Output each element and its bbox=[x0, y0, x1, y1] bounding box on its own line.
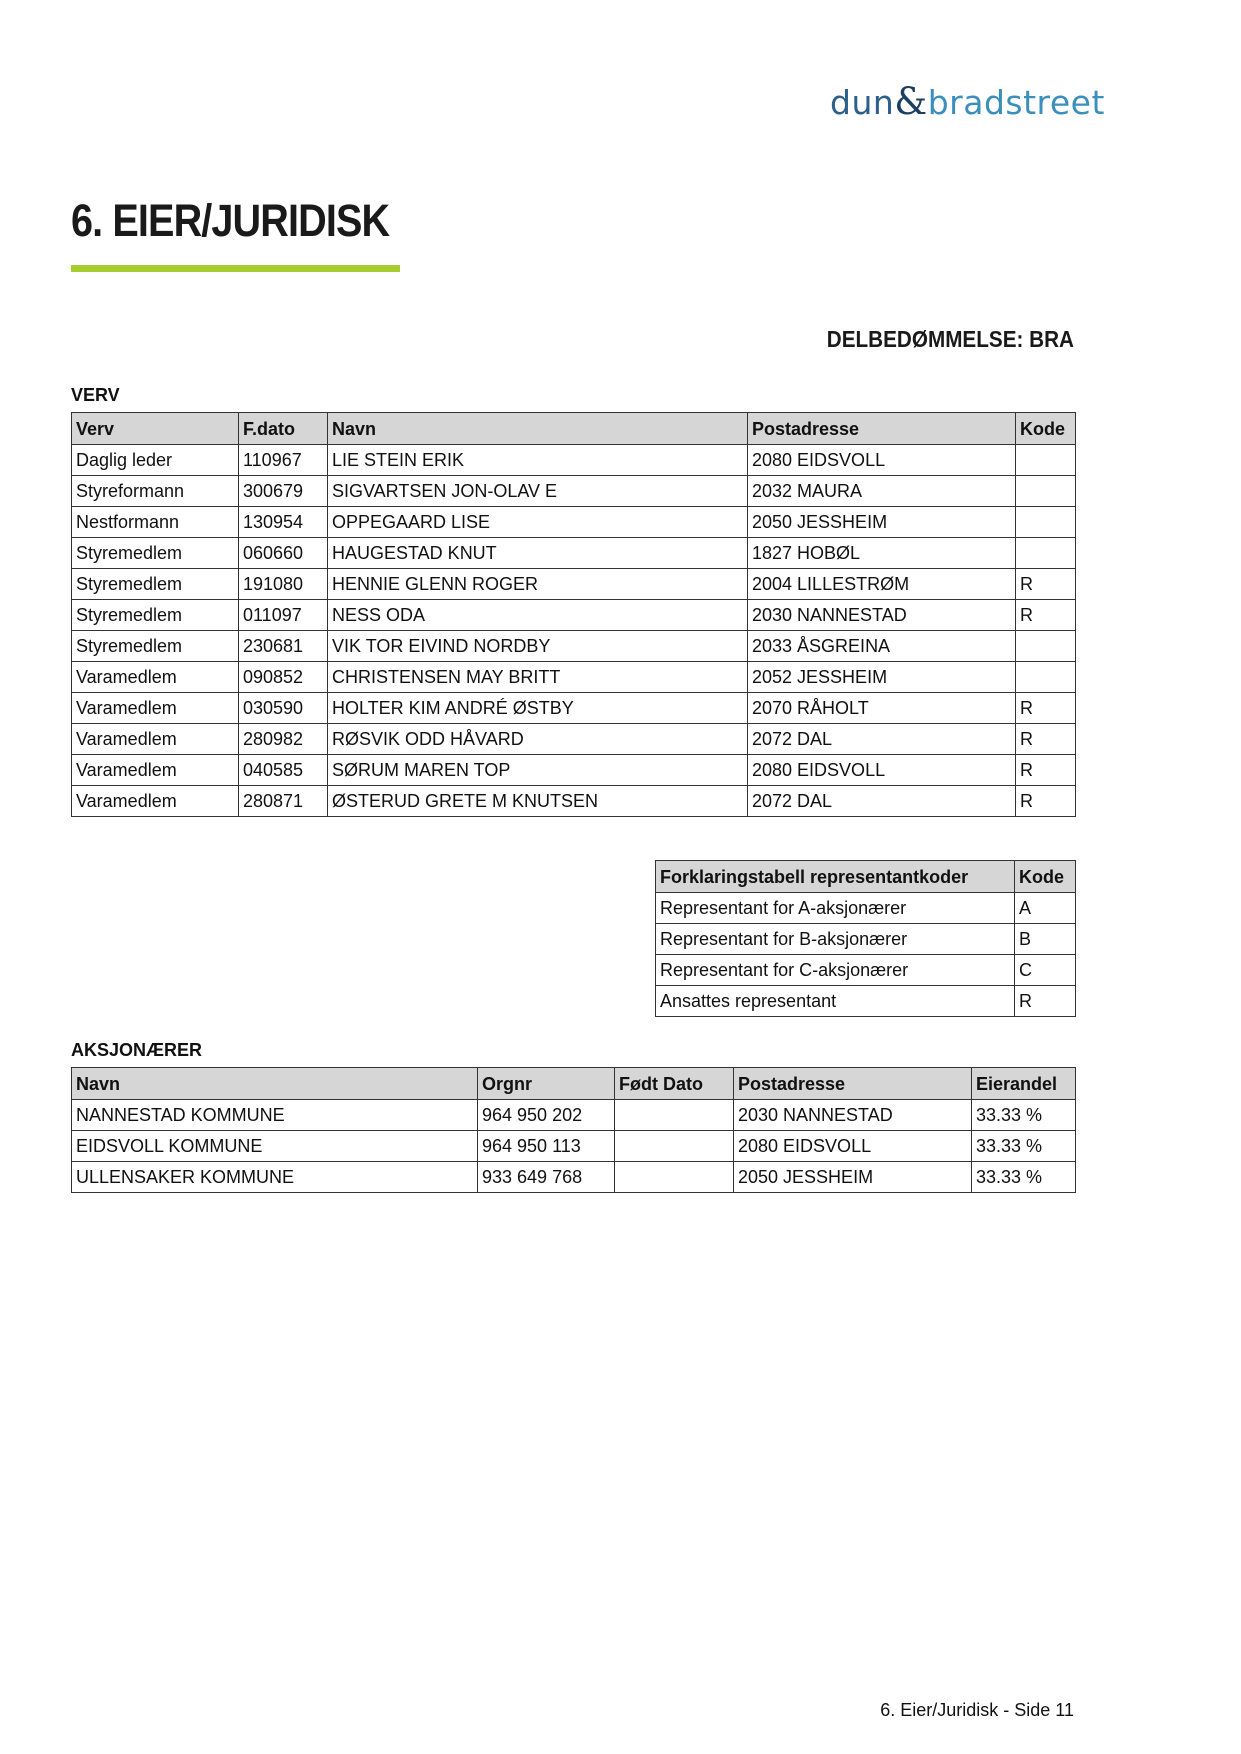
table-cell: 933 649 768 bbox=[478, 1162, 615, 1193]
table-cell bbox=[1016, 662, 1076, 693]
table-row bbox=[72, 538, 1076, 569]
table-cell: 040585 bbox=[239, 755, 328, 786]
verv-heading: VERV bbox=[71, 385, 120, 405]
table-row bbox=[72, 1100, 1076, 1131]
table-cell: R bbox=[1015, 986, 1076, 1017]
title-underline bbox=[71, 265, 400, 272]
table-row bbox=[656, 955, 1076, 986]
table-row bbox=[656, 986, 1076, 1017]
table-cell: Varamedlem bbox=[72, 662, 239, 693]
column-header: Navn bbox=[72, 1068, 478, 1100]
table-cell: EIDSVOLL KOMMUNE bbox=[72, 1131, 478, 1162]
table-row bbox=[72, 693, 1076, 724]
column-header: Eierandel bbox=[972, 1068, 1076, 1100]
table-cell bbox=[615, 1131, 734, 1162]
table-row bbox=[72, 507, 1076, 538]
table-row bbox=[656, 893, 1076, 924]
table-row bbox=[72, 1131, 1076, 1162]
table-cell: R bbox=[1016, 569, 1076, 600]
column-header: Kode bbox=[1015, 861, 1076, 893]
table-cell: Varamedlem bbox=[72, 724, 239, 755]
table-cell: Varamedlem bbox=[72, 755, 239, 786]
table-cell: 2004 LILLESTRØM bbox=[748, 569, 1016, 600]
table-cell: 011097 bbox=[239, 600, 328, 631]
table-cell: 2072 DAL bbox=[748, 786, 1016, 817]
partial-rating: DELBEDØMMELSE: BRA bbox=[826, 326, 1074, 352]
table-cell: Styremedlem bbox=[72, 569, 239, 600]
table-cell: R bbox=[1016, 600, 1076, 631]
table-row bbox=[72, 662, 1076, 693]
table-header-row bbox=[72, 1068, 1076, 1100]
table-cell bbox=[1016, 538, 1076, 569]
table-cell: ULLENSAKER KOMMUNE bbox=[72, 1162, 478, 1193]
logo-text-bradstreet: bradstreet bbox=[927, 83, 1105, 122]
table-cell: 280982 bbox=[239, 724, 328, 755]
table-cell: NANNESTAD KOMMUNE bbox=[72, 1100, 478, 1131]
table-row bbox=[72, 1162, 1076, 1193]
table-cell: R bbox=[1016, 724, 1076, 755]
table-cell bbox=[1016, 445, 1076, 476]
table-cell: 230681 bbox=[239, 631, 328, 662]
table-cell: LIE STEIN ERIK bbox=[328, 445, 748, 476]
table-cell bbox=[615, 1162, 734, 1193]
table-cell: Styremedlem bbox=[72, 631, 239, 662]
table-row bbox=[72, 445, 1076, 476]
table-cell: HAUGESTAD KNUT bbox=[328, 538, 748, 569]
representative-codes-table bbox=[655, 860, 1076, 1017]
table-row bbox=[72, 786, 1076, 817]
table-cell bbox=[1016, 476, 1076, 507]
table-cell: CHRISTENSEN MAY BRITT bbox=[328, 662, 748, 693]
column-header: Kode bbox=[1016, 413, 1076, 445]
table-cell: VIK TOR EIVIND NORDBY bbox=[328, 631, 748, 662]
column-header: Postadresse bbox=[748, 413, 1016, 445]
table-row bbox=[72, 569, 1076, 600]
table-cell: Ansattes representant bbox=[656, 986, 1015, 1017]
page-footer: 6. Eier/Juridisk - Side 11 bbox=[880, 1700, 1074, 1720]
dun-bradstreet-logo bbox=[830, 80, 1105, 123]
table-row bbox=[72, 631, 1076, 662]
table-cell: SØRUM MAREN TOP bbox=[328, 755, 748, 786]
table-cell: ØSTERUD GRETE M KNUTSEN bbox=[328, 786, 748, 817]
column-header: Forklaringstabell representantkoder bbox=[656, 861, 1015, 893]
table-cell: 2080 EIDSVOLL bbox=[748, 445, 1016, 476]
table-row bbox=[72, 724, 1076, 755]
table-cell: 33.33 % bbox=[972, 1131, 1076, 1162]
table-cell bbox=[1016, 631, 1076, 662]
table-header-row bbox=[656, 861, 1076, 893]
table-cell: SIGVARTSEN JON-OLAV E bbox=[328, 476, 748, 507]
table-cell: 130954 bbox=[239, 507, 328, 538]
table-cell: 2052 JESSHEIM bbox=[748, 662, 1016, 693]
shareholders-heading: AKSJONÆRER bbox=[71, 1040, 203, 1060]
verv-table bbox=[71, 412, 1076, 817]
table-cell: R bbox=[1016, 786, 1076, 817]
table-cell: 280871 bbox=[239, 786, 328, 817]
table-cell: 2030 NANNESTAD bbox=[734, 1100, 972, 1131]
table-cell: 2030 NANNESTAD bbox=[748, 600, 1016, 631]
table-cell: C bbox=[1015, 955, 1076, 986]
table-cell bbox=[615, 1100, 734, 1131]
table-cell: Varamedlem bbox=[72, 786, 239, 817]
table-cell: 030590 bbox=[239, 693, 328, 724]
logo-ampersand: & bbox=[894, 80, 928, 123]
table-cell: 33.33 % bbox=[972, 1162, 1076, 1193]
table-cell: NESS ODA bbox=[328, 600, 748, 631]
table-cell: OPPEGAARD LISE bbox=[328, 507, 748, 538]
table-cell: 2032 MAURA bbox=[748, 476, 1016, 507]
table-cell: 964 950 113 bbox=[478, 1131, 615, 1162]
table-cell: Styreformann bbox=[72, 476, 239, 507]
table-cell: R bbox=[1016, 693, 1076, 724]
column-header: F.dato bbox=[239, 413, 328, 445]
table-cell: Representant for B-aksjonærer bbox=[656, 924, 1015, 955]
column-header: Postadresse bbox=[734, 1068, 972, 1100]
table-cell: Nestformann bbox=[72, 507, 239, 538]
table-cell: 2080 EIDSVOLL bbox=[734, 1131, 972, 1162]
section-title: 6. EIER/JURIDISK bbox=[71, 195, 390, 246]
table-cell: Daglig leder bbox=[72, 445, 239, 476]
table-cell: 060660 bbox=[239, 538, 328, 569]
table-cell: Styremedlem bbox=[72, 538, 239, 569]
table-cell: R bbox=[1016, 755, 1076, 786]
table-cell: 2072 DAL bbox=[748, 724, 1016, 755]
table-cell: 2080 EIDSVOLL bbox=[748, 755, 1016, 786]
table-cell: Varamedlem bbox=[72, 693, 239, 724]
table-cell bbox=[1016, 507, 1076, 538]
table-cell: B bbox=[1015, 924, 1076, 955]
table-cell: 191080 bbox=[239, 569, 328, 600]
table-cell: HOLTER KIM ANDRÉ ØSTBY bbox=[328, 693, 748, 724]
table-header-row bbox=[72, 413, 1076, 445]
column-header: Verv bbox=[72, 413, 239, 445]
logo-text-dun: dun bbox=[830, 83, 895, 122]
table-cell: 090852 bbox=[239, 662, 328, 693]
table-cell: 964 950 202 bbox=[478, 1100, 615, 1131]
table-cell: 1827 HOBØL bbox=[748, 538, 1016, 569]
table-cell: 300679 bbox=[239, 476, 328, 507]
table-cell: 2050 JESSHEIM bbox=[734, 1162, 972, 1193]
column-header: Navn bbox=[328, 413, 748, 445]
table-cell: HENNIE GLENN ROGER bbox=[328, 569, 748, 600]
table-row bbox=[72, 476, 1076, 507]
table-cell: RØSVIK ODD HÅVARD bbox=[328, 724, 748, 755]
table-cell: Representant for C-aksjonærer bbox=[656, 955, 1015, 986]
table-cell: 33.33 % bbox=[972, 1100, 1076, 1131]
shareholders-table bbox=[71, 1067, 1076, 1193]
table-cell: 2070 RÅHOLT bbox=[748, 693, 1016, 724]
table-row bbox=[656, 924, 1076, 955]
table-cell: 110967 bbox=[239, 445, 328, 476]
table-row bbox=[72, 755, 1076, 786]
table-cell: Representant for A-aksjonærer bbox=[656, 893, 1015, 924]
column-header: Født Dato bbox=[615, 1068, 734, 1100]
table-cell: Styremedlem bbox=[72, 600, 239, 631]
column-header: Orgnr bbox=[478, 1068, 615, 1100]
table-cell: A bbox=[1015, 893, 1076, 924]
table-cell: 2050 JESSHEIM bbox=[748, 507, 1016, 538]
table-cell: 2033 ÅSGREINA bbox=[748, 631, 1016, 662]
table-row bbox=[72, 600, 1076, 631]
